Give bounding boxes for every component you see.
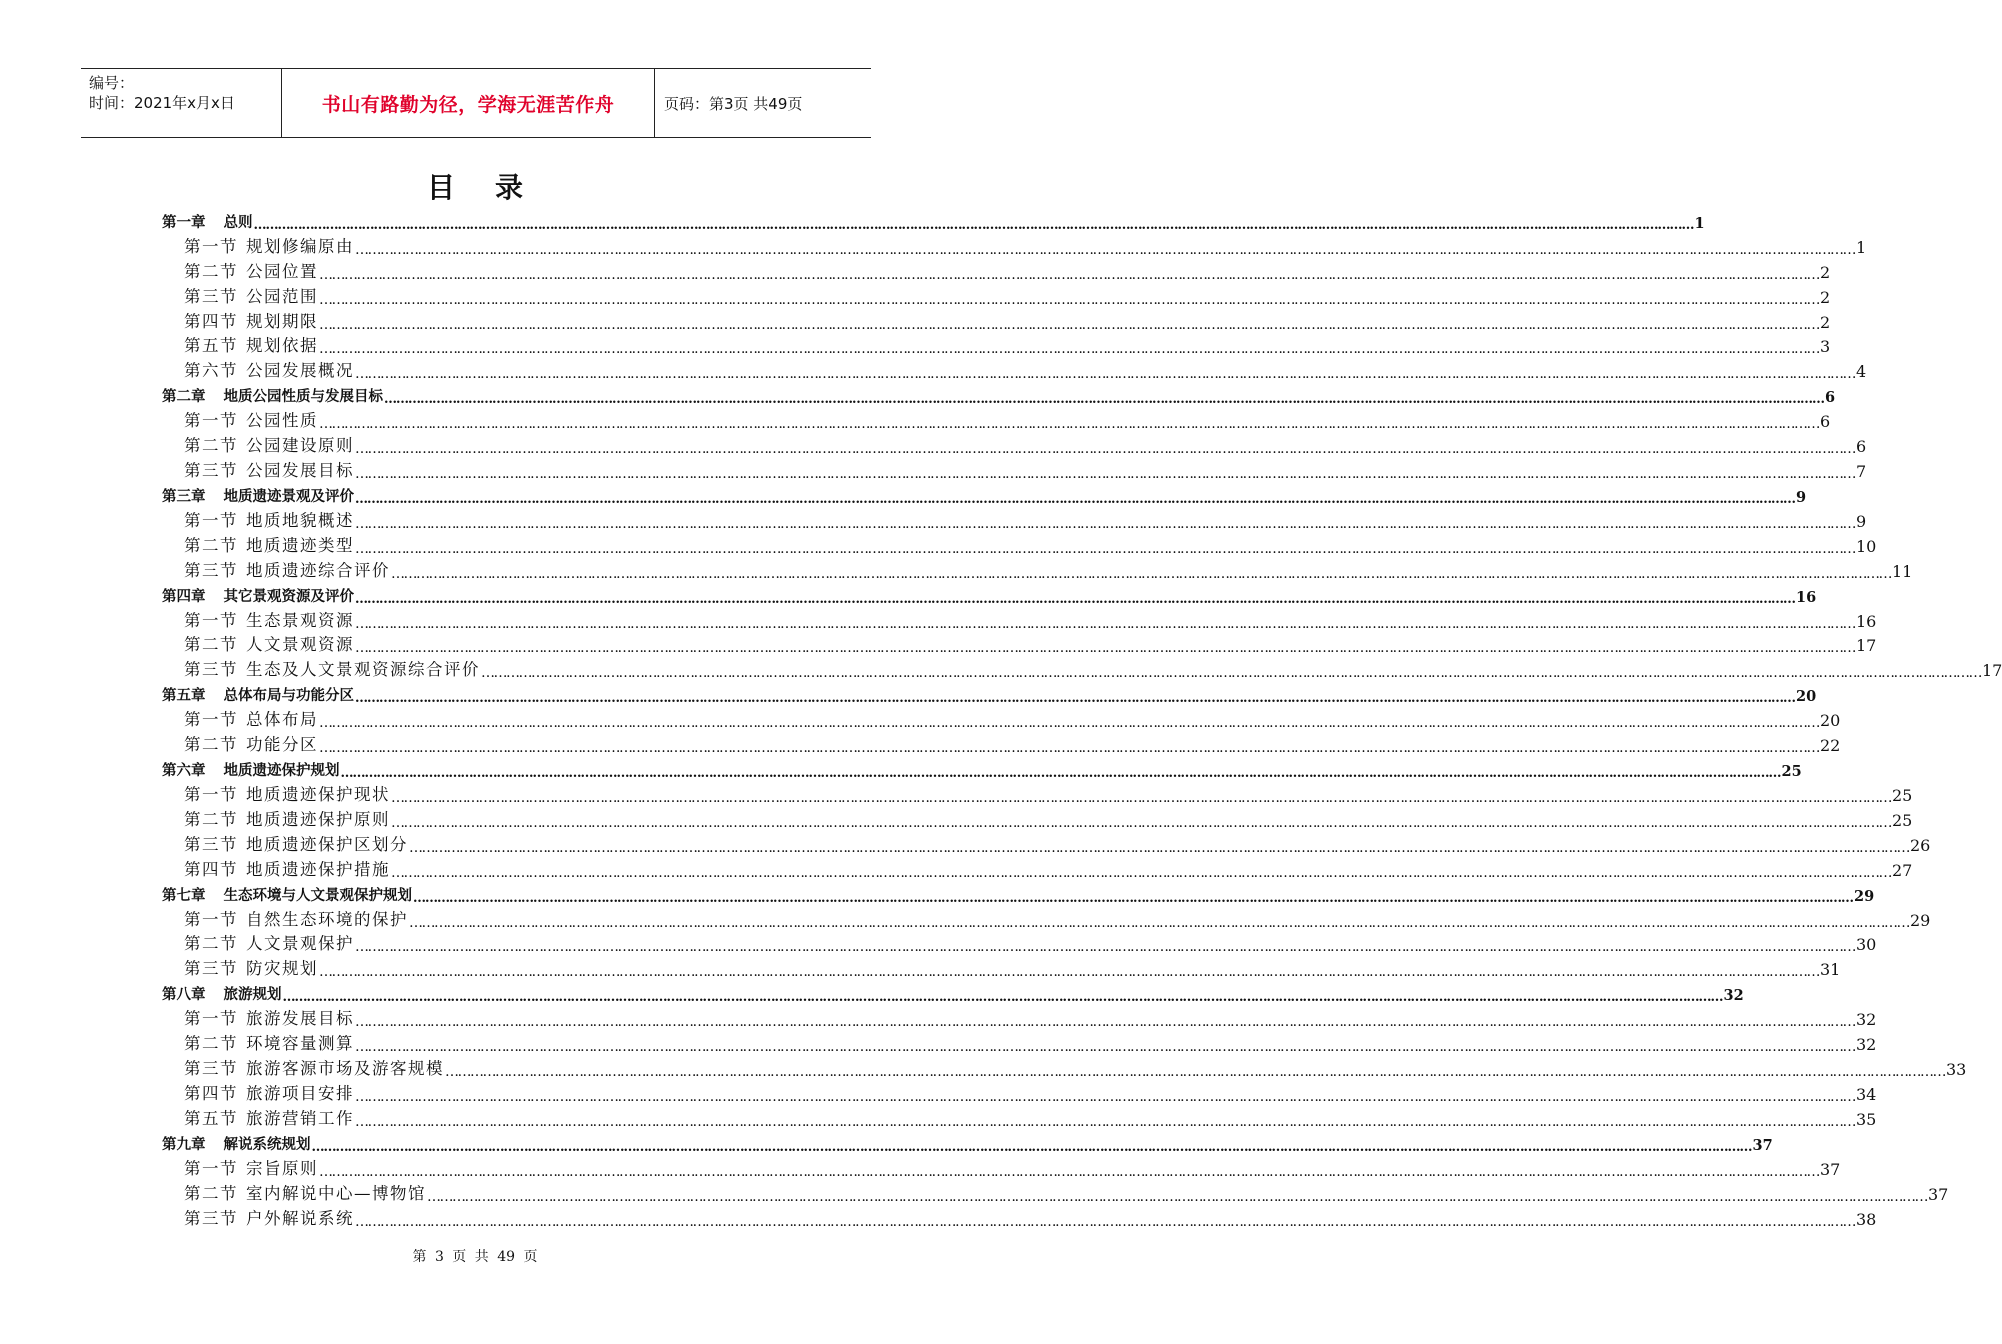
toc-entry-title: 地质遗迹景观及评价 (223, 488, 354, 506)
toc-page-number: 29 (1854, 887, 1875, 905)
doc-date-label: 时间：2021年x月x日 (89, 94, 235, 112)
toc-entry-number: 第一章 (162, 214, 206, 231)
toc-leader-dots: ……………………………………………………………………………………………………………………………………………………………………………………………………………………………………………………………………………………………………………………………… (282, 990, 1723, 1006)
toc-section-entry[interactable] (162, 954, 1841, 981)
toc-entry-label (184, 357, 354, 381)
toc-entry-label (184, 233, 354, 257)
toc-entry-number: 第二节 (184, 1183, 238, 1203)
toc-entry-title: 地质遗迹保护规划 (223, 762, 340, 780)
header-meta (81, 69, 281, 137)
toc-page-number: 27 (1892, 860, 1913, 880)
toc-entry-number: 第一节 (184, 510, 238, 530)
toc-entry-label (184, 1080, 354, 1104)
toc-leader-dots: ……………………………………………………………………………………………………………………………………………………………………………………………………………………………………………………………………………………………………………………………… (413, 890, 1853, 906)
toc-entry-number: 第四章 (162, 587, 206, 605)
toc-section-entry[interactable] (162, 506, 1867, 532)
table-of-contents (162, 207, 2002, 1230)
toc-page-number: 25 (1892, 786, 1913, 806)
toc-page-number: 35 (1856, 1109, 1877, 1129)
toc-entry-title: 人文景观资源 (246, 635, 354, 655)
toc-entry-title: 地质遗迹保护现状 (246, 785, 390, 805)
toc-section-entry[interactable] (162, 332, 1831, 358)
toc-entry-title: 户外解说系统 (246, 1208, 354, 1228)
motto-text: 书山有路勤为径，学海无涯苦作舟 (321, 93, 615, 116)
toc-leader-dots: ……………………………………………………………………………………………………………………………………………………………………………………………………………………………………………………………………………………………………………………………… (355, 466, 1855, 483)
toc-entry-label (184, 1005, 354, 1029)
toc-section-entry[interactable] (162, 780, 1913, 807)
toc-leader-dots: ……………………………………………………………………………………………………………………………………………………………………………………………………………………………………………………………………………………………………………………………… (445, 1064, 1945, 1081)
toc-page-number: 1 (1694, 215, 1705, 232)
toc-leader-dots: ……………………………………………………………………………………………………………………………………………………………………………………………………………………………………………………………………………………………………………………………… (319, 715, 1819, 732)
toc-page-number: 2 (1820, 287, 1831, 307)
toc-entry-title: 公园发展概况 (246, 361, 354, 381)
toc-leader-dots: ……………………………………………………………………………………………………………………………………………………………………………………………………………………………………………………………………………………………………………………………… (355, 1014, 1855, 1031)
toc-leader-dots: ……………………………………………………………………………………………………………………………………………………………………………………………………………………………………………………………………………………………………………………………… (391, 814, 1891, 831)
toc-entry-title: 旅游发展目标 (246, 1009, 354, 1029)
toc-entry-label (184, 1055, 444, 1079)
toc-entry-title: 地质遗迹类型 (246, 535, 354, 555)
toc-leader-dots: ……………………………………………………………………………………………………………………………………………………………………………………………………………………………………………………………………………………………………………………………… (319, 291, 1819, 308)
toc-section-entry[interactable] (162, 805, 1913, 831)
toc-section-entry[interactable] (162, 307, 1831, 333)
toc-leader-dots: ……………………………………………………………………………………………………………………………………………………………………………………………………………………………………………………………………………………………………………………………… (319, 341, 1819, 358)
toc-entry-label (184, 308, 318, 332)
toc-page-number: 38 (1856, 1209, 1877, 1229)
toc-section-entry[interactable] (162, 257, 1831, 283)
toc-entry-title: 地质地貌概述 (246, 510, 354, 530)
toc-entry-number: 第三节 (184, 560, 238, 580)
toc-entry-number: 第四节 (184, 1083, 238, 1103)
toc-page-number: 37 (1752, 1136, 1773, 1154)
toc-entry-title: 自然生态环境的保护 (246, 909, 408, 929)
toc-leader-dots: ……………………………………………………………………………………………………………………………………………………………………………………………………………………………………………………………………………………………………………………………… (355, 540, 1855, 557)
toc-section-entry[interactable] (162, 730, 1841, 757)
toc-entry-label (184, 507, 354, 531)
toc-page-number: 22 (1820, 736, 1841, 756)
toc-entry-label (184, 955, 318, 979)
toc-leader-dots: ……………………………………………………………………………………………………………………………………………………………………………………………………………………………………………………………………………………………………………………………… (355, 939, 1855, 956)
toc-chapter-entry[interactable] (162, 755, 1802, 782)
toc-leader-dots: ……………………………………………………………………………………………………………………………………………………………………………………………………………………………………………………………………………………………………………………………… (319, 266, 1819, 283)
toc-entry-title: 公园位置 (246, 261, 318, 281)
toc-entry-number: 第三章 (162, 488, 206, 506)
toc-entry-title: 总体布局与功能分区 (223, 687, 354, 705)
toc-entry-title: 公园范围 (246, 286, 318, 306)
toc-entry-label (184, 1030, 354, 1054)
toc-chapter-entry[interactable] (162, 680, 1817, 707)
toc-entry-label (184, 557, 390, 581)
toc-entry-label (184, 407, 318, 431)
toc-entry-number: 第一节 (184, 610, 238, 630)
toc-page-number: 34 (1856, 1084, 1877, 1104)
toc-section-entry[interactable] (162, 356, 1867, 383)
toc-page-number: 9 (1796, 489, 1807, 507)
toc-section-entry[interactable] (162, 531, 1877, 557)
toc-section-entry[interactable] (162, 705, 1841, 732)
toc-leader-dots: ……………………………………………………………………………………………………………………………………………………………………………………………………………………………………………………………………………………………………………………………… (319, 964, 1819, 981)
toc-entry-number: 第二章 (162, 388, 206, 406)
toc-page-number: 2 (1820, 312, 1831, 332)
toc-entry-number: 第二节 (184, 735, 238, 755)
toc-section-entry[interactable] (162, 855, 1913, 881)
toc-section-entry[interactable] (162, 1204, 1877, 1230)
toc-section-entry[interactable] (162, 406, 1831, 433)
toc-entry-title: 地质遗迹保护措施 (246, 859, 390, 879)
toc-entry-title: 规划依据 (246, 336, 318, 356)
toc-entry-number: 第三节 (184, 1208, 238, 1228)
toc-entry-number: 第七章 (162, 886, 206, 904)
toc-leader-dots: ……………………………………………………………………………………………………………………………………………………………………………………………………………………………………………………………………………………………………………………………… (384, 392, 1824, 408)
toc-page-number: 4 (1856, 362, 1867, 382)
toc-chapter-entry[interactable] (162, 880, 1875, 906)
toc-entry-number: 第三节 (184, 286, 238, 306)
toc-leader-dots: ……………………………………………………………………………………………………………………………………………………………………………………………………………………………………………………………………………………………………………………………… (319, 740, 1819, 757)
toc-leader-dots: ……………………………………………………………………………………………………………………………………………………………………………………………………………………………………………………………………………………………………………………………… (481, 665, 1981, 682)
toc-entry-label (184, 930, 354, 954)
toc-entry-label (162, 759, 340, 780)
toc-leader-dots: ……………………………………………………………………………………………………………………………………………………………………………………………………………………………………………………………………………………………………………………………… (427, 1188, 1927, 1205)
toc-entry-title: 环境容量测算 (246, 1034, 354, 1054)
toc-entry-label (184, 1205, 354, 1229)
page-footer: 第 3 页 共 49 页 (412, 1249, 538, 1265)
toc-entry-label (184, 432, 354, 456)
toc-entry-label (162, 385, 383, 406)
toc-page-number: 25 (1781, 763, 1802, 781)
toc-section-entry[interactable] (162, 232, 1867, 258)
document-header (81, 68, 871, 138)
toc-entry-number: 第一节 (184, 909, 238, 929)
toc-leader-dots: ……………………………………………………………………………………………………………………………………………………………………………………………………………………………………………………………………………………………………………………………… (355, 241, 1855, 258)
toc-section-entry[interactable] (162, 1179, 1949, 1205)
toc-entry-label (162, 684, 354, 705)
toc-leader-dots: ……………………………………………………………………………………………………………………………………………………………………………………………………………………………………………………………………………………………………………………………… (355, 1213, 1855, 1230)
toc-entry-label (184, 631, 354, 655)
toc-entry-title: 旅游项目安排 (246, 1083, 354, 1103)
toc-entry-title: 宗旨原则 (246, 1158, 318, 1178)
toc-page-number: 6 (1856, 437, 1867, 457)
toc-leader-dots: ……………………………………………………………………………………………………………………………………………………………………………………………………………………………………………………………………………………………………………………………… (391, 790, 1891, 807)
toc-page-number: 11 (1892, 561, 1913, 581)
toc-chapter-entry[interactable] (162, 481, 1807, 508)
toc-leader-dots: ……………………………………………………………………………………………………………………………………………………………………………………………………………………………………………………………………………………………………………………………… (319, 316, 1819, 333)
toc-entry-label (184, 906, 408, 930)
toc-entry-number: 第四节 (184, 859, 238, 879)
toc-section-entry[interactable] (162, 1079, 1877, 1105)
toc-leader-dots: ……………………………………………………………………………………………………………………………………………………………………………………………………………………………………………………………………………………………………………………………… (391, 565, 1891, 582)
toc-entry-title: 解说系统规划 (223, 1135, 311, 1153)
toc-page-number: 32 (1723, 987, 1744, 1005)
toc-page-number: 32 (1856, 1035, 1877, 1055)
toc-entry-label (184, 781, 390, 805)
toc-section-entry[interactable] (162, 606, 1877, 632)
toc-title: 目录 (426, 171, 563, 204)
toc-leader-dots: ……………………………………………………………………………………………………………………………………………………………………………………………………………………………………………………………………………………………………………………………… (355, 1088, 1855, 1105)
toc-entry-title: 规划修编原由 (246, 236, 354, 256)
toc-entry-title: 地质遗迹综合评价 (246, 560, 390, 580)
toc-entry-number: 第六节 (184, 361, 238, 381)
toc-leader-dots: ……………………………………………………………………………………………………………………………………………………………………………………………………………………………………………………………………………………………………………………………… (253, 218, 1694, 233)
toc-entry-number: 第三节 (184, 1059, 238, 1079)
toc-entry-label (184, 457, 354, 481)
toc-entry-label (184, 806, 390, 830)
toc-entry-title: 功能分区 (246, 735, 318, 755)
toc-page-number: 30 (1856, 935, 1877, 955)
toc-entry-title: 总体布局 (246, 710, 318, 730)
toc-entry-label (184, 258, 318, 282)
toc-page-number: 6 (1825, 389, 1836, 407)
toc-page-number: 17 (1856, 636, 1877, 656)
toc-entry-label (184, 706, 318, 730)
toc-entry-label (184, 607, 354, 631)
toc-entry-title: 室内解说中心—博物馆 (246, 1183, 426, 1203)
toc-leader-dots: ……………………………………………………………………………………………………………………………………………………………………………………………………………………………………………………………………………………………………………………………… (355, 1039, 1855, 1056)
toc-section-entry[interactable] (162, 655, 2002, 682)
toc-entry-number: 第二节 (184, 635, 238, 655)
toc-page-number: 26 (1910, 835, 1931, 855)
toc-leader-dots: ……………………………………………………………………………………………………………………………………………………………………………………………………………………………………………………………………………………………………………………………… (409, 914, 1909, 931)
toc-entry-number: 第三节 (184, 834, 238, 854)
toc-entry-number: 第二节 (184, 934, 238, 954)
header-page-info: 页码：第3页 共49页 (664, 94, 803, 113)
toc-entry-number: 第三节 (184, 461, 238, 481)
toc-section-entry[interactable] (162, 456, 1867, 483)
toc-page-number: 10 (1856, 536, 1877, 556)
toc-entry-title: 其它景观资源及评价 (223, 587, 354, 605)
toc-chapter-entry[interactable] (162, 581, 1817, 607)
toc-entry-number: 第三节 (184, 660, 238, 680)
toc-entry-title: 防灾规划 (246, 959, 318, 979)
toc-chapter-entry[interactable] (162, 207, 1705, 233)
toc-leader-dots: ……………………………………………………………………………………………………………………………………………………………………………………………………………………………………………………………………………………………………………………………… (355, 441, 1855, 458)
toc-leader-dots: ……………………………………………………………………………………………………………………………………………………………………………………………………………………………………………………………………………………………………………………………… (355, 1113, 1855, 1130)
toc-entry-label (184, 656, 480, 680)
toc-entry-label (184, 283, 318, 307)
toc-page-number: 6 (1820, 412, 1831, 432)
toc-entry-title: 总则 (223, 214, 253, 231)
toc-entry-title: 公园性质 (246, 411, 318, 431)
toc-leader-dots: ……………………………………………………………………………………………………………………………………………………………………………………………………………………………………………………………………………………………………………………………… (355, 640, 1855, 657)
toc-entry-number: 第一节 (184, 411, 238, 431)
toc-entry-number: 第一节 (184, 785, 238, 805)
toc-entry-title: 地质遗迹保护区划分 (246, 834, 408, 854)
toc-page-number: 17 (1982, 661, 2002, 681)
toc-section-entry[interactable] (162, 631, 1877, 657)
toc-entry-number: 第一节 (184, 236, 238, 256)
toc-entry-title: 公园发展目标 (246, 461, 354, 481)
toc-entry-label (162, 1133, 311, 1154)
toc-page-number: 37 (1820, 1159, 1841, 1179)
toc-page-number: 16 (1856, 611, 1877, 631)
toc-leader-dots: ……………………………………………………………………………………………………………………………………………………………………………………………………………………………………………………………………………………………………………………………… (355, 691, 1795, 707)
toc-entry-number: 第一节 (184, 1158, 238, 1178)
toc-entry-number: 第九章 (162, 1135, 206, 1153)
toc-entry-title: 地质公园性质与发展目标 (223, 388, 383, 406)
toc-section-entry[interactable] (162, 830, 1931, 856)
toc-entry-label (184, 532, 354, 556)
toc-entry-number: 第二节 (184, 436, 238, 456)
toc-entry-number: 第五节 (184, 1108, 238, 1128)
toc-entry-label (162, 983, 282, 1004)
toc-leader-dots: ……………………………………………………………………………………………………………………………………………………………………………………………………………………………………………………………………………………………………………………………… (355, 366, 1855, 383)
toc-entry-title: 公园建设原则 (246, 436, 354, 456)
toc-section-entry[interactable] (162, 930, 1877, 956)
toc-leader-dots: ……………………………………………………………………………………………………………………………………………………………………………………………………………………………………………………………………………………………………………………………… (409, 839, 1909, 856)
toc-leader-dots: ……………………………………………………………………………………………………………………………………………………………………………………………………………………………………………………………………………………………………………………………… (391, 864, 1891, 881)
toc-leader-dots: ……………………………………………………………………………………………………………………………………………………………………………………………………………………………………………………………………………………………………………………………… (319, 1163, 1819, 1180)
toc-entry-number: 第八章 (162, 986, 206, 1004)
toc-entry-title: 地质遗迹保护原则 (246, 809, 390, 829)
toc-page-number: 32 (1856, 1010, 1877, 1030)
toc-leader-dots: ……………………………………………………………………………………………………………………………………………………………………………………………………………………………………………………………………………………………………………………………… (355, 492, 1795, 508)
toc-page-number: 16 (1796, 588, 1817, 606)
toc-entry-label (184, 1180, 426, 1204)
toc-page-number: 1 (1856, 237, 1867, 257)
toc-leader-dots: ……………………………………………………………………………………………………………………………………………………………………………………………………………………………………………………………………………………………………………………………… (311, 1139, 1752, 1155)
toc-page-number: 29 (1910, 910, 1931, 930)
toc-section-entry[interactable] (162, 1029, 1877, 1056)
toc-entry-number: 第一节 (184, 1009, 238, 1029)
toc-entry-number: 第四节 (184, 311, 238, 331)
toc-leader-dots: ……………………………………………………………………………………………………………………………………………………………………………………………………………………………………………………………………………………………………………………………… (340, 766, 1781, 782)
toc-page-number: 37 (1928, 1184, 1949, 1204)
toc-entry-number: 第二节 (184, 1034, 238, 1054)
toc-entry-number: 第五节 (184, 336, 238, 356)
toc-entry-number: 第五章 (162, 687, 206, 705)
toc-entry-number: 第二节 (184, 535, 238, 555)
toc-page-number: 33 (1946, 1060, 1967, 1080)
toc-entry-title: 生态及人文景观资源综合评价 (246, 660, 480, 680)
toc-entry-title: 旅游规划 (223, 986, 282, 1004)
toc-section-entry[interactable] (162, 282, 1831, 308)
toc-entry-label (184, 831, 408, 855)
toc-page-number: 2 (1820, 262, 1831, 282)
toc-page-number: 20 (1820, 711, 1841, 731)
toc-leader-dots: ……………………………………………………………………………………………………………………………………………………………………………………………………………………………………………………………………………………………………………………………… (355, 591, 1795, 607)
toc-entry-number: 第三节 (184, 959, 238, 979)
toc-entry-label (162, 884, 412, 905)
toc-entry-title: 生态环境与人文景观保护规划 (223, 886, 412, 904)
toc-entry-label (162, 585, 354, 606)
toc-entry-label (184, 332, 318, 356)
toc-entry-title: 旅游客源市场及游客规模 (246, 1059, 444, 1079)
toc-entry-title: 生态景观资源 (246, 610, 354, 630)
toc-entry-label (184, 1105, 354, 1129)
toc-section-entry[interactable] (162, 1004, 1877, 1031)
toc-section-entry[interactable] (162, 1154, 1841, 1180)
toc-leader-dots: ……………………………………………………………………………………………………………………………………………………………………………………………………………………………………………………………………………………………………………………………… (355, 515, 1855, 532)
toc-entry-title: 规划期限 (246, 311, 318, 331)
toc-entry-number: 第二节 (184, 261, 238, 281)
toc-entry-number: 第二节 (184, 809, 238, 829)
toc-page-number: 31 (1820, 960, 1841, 980)
toc-section-entry[interactable] (162, 905, 1931, 931)
toc-leader-dots: ……………………………………………………………………………………………………………………………………………………………………………………………………………………………………………………………………………………………………………………………… (355, 615, 1855, 632)
header-motto-cell (281, 69, 655, 137)
toc-chapter-entry[interactable] (162, 1129, 1773, 1155)
toc-entry-number: 第六章 (162, 762, 206, 780)
toc-section-entry[interactable] (162, 431, 1867, 458)
toc-entry-title: 旅游营销工作 (246, 1108, 354, 1128)
toc-chapter-entry[interactable] (162, 381, 1836, 408)
toc-entry-label (162, 485, 354, 506)
doc-number-label: 编号： (89, 74, 135, 92)
toc-section-entry[interactable] (162, 556, 1913, 582)
toc-entry-label (184, 1155, 318, 1179)
toc-entry-number: 第一节 (184, 710, 238, 730)
toc-entry-label (184, 731, 318, 755)
toc-section-entry[interactable] (162, 1104, 1877, 1130)
toc-leader-dots: ……………………………………………………………………………………………………………………………………………………………………………………………………………………………………………………………………………………………………………………………… (319, 416, 1819, 433)
toc-page-number: 25 (1892, 810, 1913, 830)
toc-section-entry[interactable] (162, 1054, 1967, 1081)
toc-entry-title: 人文景观保护 (246, 934, 354, 954)
toc-page-number: 3 (1820, 337, 1831, 357)
toc-page-number: 9 (1856, 511, 1867, 531)
toc-page-number: 20 (1796, 688, 1817, 706)
toc-entry-label (162, 211, 253, 232)
toc-chapter-entry[interactable] (162, 979, 1744, 1006)
toc-page-number: 7 (1856, 462, 1867, 482)
toc-entry-label (184, 856, 390, 880)
